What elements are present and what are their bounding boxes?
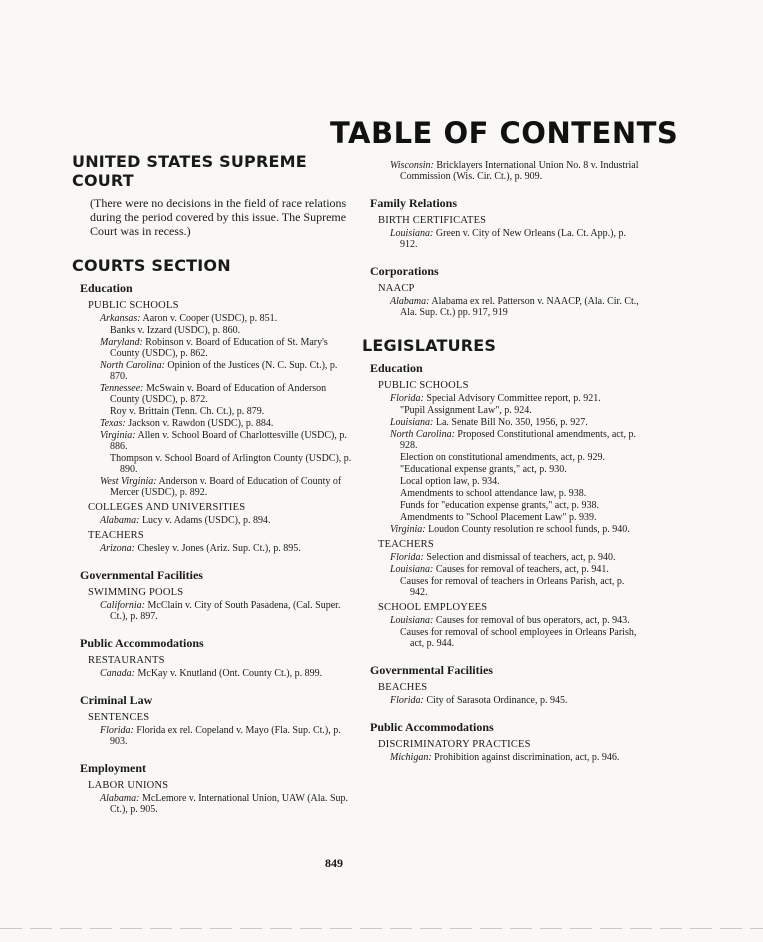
entry-text: Anderson v. Board of Education of County of Mercer (USDC), p. 892. [110, 476, 342, 498]
entry-state: Florida: [100, 725, 134, 736]
entry-state: Louisiana: [390, 228, 434, 239]
school-employees-category: SCHOOL EMPLOYEES [378, 602, 488, 613]
courts-education-heading: Education [80, 281, 133, 295]
entry-text: Bricklayers International Union No. 8 v. Industrial Commission (Wis. Cir. Ct.), p. 909. [400, 160, 639, 182]
leg-gov-facilities-heading: Governmental Facilities [370, 663, 493, 677]
school-employees-list [362, 615, 644, 649]
discriminatory-practices-category: DISCRIMINATORY PRACTICES [378, 739, 531, 750]
leg-public-schools-list [362, 393, 644, 535]
case-entry [400, 627, 644, 649]
courts-public-accommodations-heading: Public Accommodations [80, 636, 204, 650]
entry-text: Aaron v. Cooper (USDC), p. 851. [142, 313, 278, 324]
entry-state: Florida: [390, 695, 424, 706]
entry-text: McLemore v. International Union, UAW (Ala. Sup. Ct.), p. 905. [110, 793, 349, 815]
supreme-court-heading: UNITED STATES SUPREME COURT [72, 152, 307, 190]
entry-state: Arkansas: [100, 313, 141, 324]
case-entry [390, 429, 644, 451]
entry-text: Selection and dismissal of teachers, act, p. 940. [426, 552, 616, 563]
legislatures-education-heading: Education [370, 361, 423, 375]
entry-state: Arizona: [100, 543, 135, 554]
corporations-heading: Corporations [370, 264, 439, 278]
case-entry [100, 793, 352, 815]
case-entry [100, 383, 352, 405]
page-title: TABLE OF CONTENTS [330, 116, 679, 150]
left-column [72, 152, 352, 816]
labor-unions-category: LABOR UNIONS [88, 780, 169, 791]
entry-text: Loudon County resolution re school funds, p. 940. [428, 524, 630, 535]
case-entry [390, 695, 644, 706]
case-entry [110, 406, 352, 417]
entry-state: North Carolina: [390, 429, 455, 440]
leg-public-schools-category: PUBLIC SCHOOLS [378, 380, 469, 391]
swimming-pools-list [72, 600, 352, 622]
entry-text: Causes for removal of teachers in Orleans Parish, act, p. 942. [400, 576, 625, 598]
colleges-category: COLLEGES AND UNIVERSITIES [88, 502, 246, 513]
courts-public-schools-list [72, 313, 352, 498]
entry-text: Thompson v. School Board of Arlington County (USDC), p. 890. [110, 453, 352, 475]
teachers-category: TEACHERS [88, 530, 144, 541]
entry-text: Roy v. Brittain (Tenn. Ch. Ct.), p. 879. [110, 406, 265, 417]
right-column [362, 160, 644, 764]
entry-text: "Pupil Assignment Law", p. 924. [400, 405, 532, 416]
page-number: 849 [325, 856, 343, 870]
entry-text: Banks v. Izzard (USDC), p. 860. [110, 325, 241, 336]
case-entry [390, 564, 644, 575]
entry-state: North Carolina: [100, 360, 165, 371]
entry-text: "Educational expense grants," act, p. 930. [400, 464, 567, 475]
case-entry [390, 524, 644, 535]
case-entry [100, 337, 352, 359]
entry-text: Causes for removal of bus operators, act, p. 943. [435, 615, 630, 626]
entry-state: Wisconsin: [390, 160, 434, 171]
legislatures-heading: LEGISLATURES [362, 336, 497, 355]
beaches-list [362, 695, 644, 706]
entry-text: McKay v. Knutland (Ont. County Ct.), p. 899. [137, 668, 323, 679]
courts-teachers-list [72, 543, 352, 554]
entry-state: California: [100, 600, 146, 611]
case-entry [100, 476, 352, 498]
entry-state: Alabama: [100, 515, 140, 526]
entry-state: Virginia: [390, 524, 426, 535]
naacp-list [362, 296, 644, 318]
courts-section-heading: COURTS SECTION [72, 256, 231, 275]
entry-state: Maryland: [100, 337, 143, 348]
entry-state: Florida: [390, 552, 424, 563]
supreme-court-note: (There were no decisions in the field of race relations during the period covered by this issue. The Supreme Court was in recess.) [90, 196, 347, 238]
entry-text: Allen v. School Board of Charlottesville (USDC), p. 886. [110, 430, 347, 452]
case-entry [100, 360, 352, 382]
birth-certificates-category: BIRTH CERTIFICATES [378, 215, 487, 226]
case-entry [400, 576, 644, 598]
case-entry [390, 393, 644, 404]
case-entry [390, 615, 644, 626]
entry-text: Robinson v. Board of Education of St. Mary's County (USDC), p. 862. [110, 337, 328, 359]
case-entry [390, 228, 644, 250]
case-entry [100, 725, 352, 747]
entry-text: Opinion of the Justices (N. C. Sup. Ct.), p. 870. [110, 360, 338, 382]
entry-state: West Virginia: [100, 476, 157, 487]
entry-state: Virginia: [100, 430, 136, 441]
entry-text: Proposed Constitutional amendments, act, p. 928. [400, 429, 637, 451]
entry-text: Causes for removal of teachers, act, p. 941. [435, 564, 609, 575]
entry-state: Alabama: [390, 296, 430, 307]
case-entry [400, 452, 644, 463]
employment-heading: Employment [80, 761, 146, 775]
entry-state: Texas: [100, 418, 126, 429]
case-entry [100, 543, 352, 554]
case-entry [110, 453, 352, 475]
case-entry [100, 430, 352, 452]
leg-teachers-category: TEACHERS [378, 539, 434, 550]
entry-text: La. Senate Bill No. 350, 1956, p. 927. [435, 417, 588, 428]
case-entry [400, 488, 644, 499]
entry-state: Louisiana: [390, 417, 434, 428]
wisconsin-entry [390, 160, 644, 182]
case-entry [400, 512, 644, 523]
labor-unions-list [72, 793, 352, 815]
entry-text: Local option law, p. 934. [400, 476, 500, 487]
colleges-list [72, 515, 352, 526]
entry-text: Jackson v. Rawdon (USDC), p. 884. [128, 418, 274, 429]
entry-text: Election on constitutional amendments, act, p. 929. [400, 452, 605, 463]
restaurants-list [72, 668, 352, 679]
entry-state: Alabama: [100, 793, 140, 804]
sentences-category: SENTENCES [88, 712, 150, 723]
entry-text: Florida ex rel. Copeland v. Mayo (Fla. Sup. Ct.), p. 903. [110, 725, 341, 747]
case-entry [390, 296, 644, 318]
discriminatory-practices-list [362, 752, 644, 763]
sentences-list [72, 725, 352, 747]
entry-state: Louisiana: [390, 564, 434, 575]
entry-text: Chesley v. Jones (Ariz. Sup. Ct.), p. 895. [137, 543, 301, 554]
leg-public-accommodations-heading: Public Accommodations [370, 720, 494, 734]
case-entry [400, 405, 644, 416]
case-entry [100, 600, 352, 622]
leg-teachers-list [362, 552, 644, 598]
entry-text: Prohibition against discrimination, act, p. 946. [434, 752, 620, 763]
case-entry [400, 464, 644, 475]
entry-text: Causes for removal of school employees in Orleans Parish, act, p. 944. [400, 627, 637, 649]
case-entry [390, 752, 644, 763]
entry-state: Michigan: [390, 752, 432, 763]
bottom-rule [0, 928, 763, 929]
entry-text: McSwain v. Board of Education of Anderson County (USDC), p. 872. [110, 383, 327, 405]
public-schools-category: PUBLIC SCHOOLS [88, 300, 179, 311]
entry-text: Amendments to "School Placement Law" p. 939. [400, 512, 597, 523]
birth-certificates-list [362, 228, 644, 250]
entry-text: City of Sarasota Ordinance, p. 945. [426, 695, 568, 706]
case-entry [400, 476, 644, 487]
entry-text: Lucy v. Adams (USDC), p. 894. [141, 515, 271, 526]
criminal-law-heading: Criminal Law [80, 693, 153, 707]
entry-text: Amendments to school attendance law, p. 938. [400, 488, 587, 499]
entry-text: McClain v. City of South Pasadena, (Cal. Super. Ct.), p. 897. [110, 600, 341, 622]
entry-text: Special Advisory Committee report, p. 921. [426, 393, 601, 404]
beaches-category: BEACHES [378, 682, 428, 693]
case-entry [390, 417, 644, 428]
case-entry [100, 418, 352, 429]
case-entry [400, 500, 644, 511]
entry-text: Funds for "education expense grants," act, p. 938. [400, 500, 599, 511]
case-entry [110, 325, 352, 336]
courts-gov-facilities-heading: Governmental Facilities [80, 568, 203, 582]
swimming-pools-category: SWIMMING POOLS [88, 587, 184, 598]
naacp-category: NAACP [378, 283, 415, 294]
case-entry [100, 668, 352, 679]
entry-state: Tennessee: [100, 383, 144, 394]
entry-state: Canada: [100, 668, 135, 679]
entry-state: Louisiana: [390, 615, 434, 626]
entry-text: Alabama ex rel. Patterson v. NAACP, (Ala. Cir. Ct., Ala. Sup. Ct.) pp. 917, 919 [400, 296, 639, 318]
case-entry [100, 515, 352, 526]
restaurants-category: RESTAURANTS [88, 655, 165, 666]
case-entry [100, 313, 352, 324]
family-relations-heading: Family Relations [370, 196, 457, 210]
case-entry [390, 552, 644, 563]
entry-state: Florida: [390, 393, 424, 404]
entry-text: Green v. City of New Orleans (La. Ct. App.), p. 912. [400, 228, 626, 250]
